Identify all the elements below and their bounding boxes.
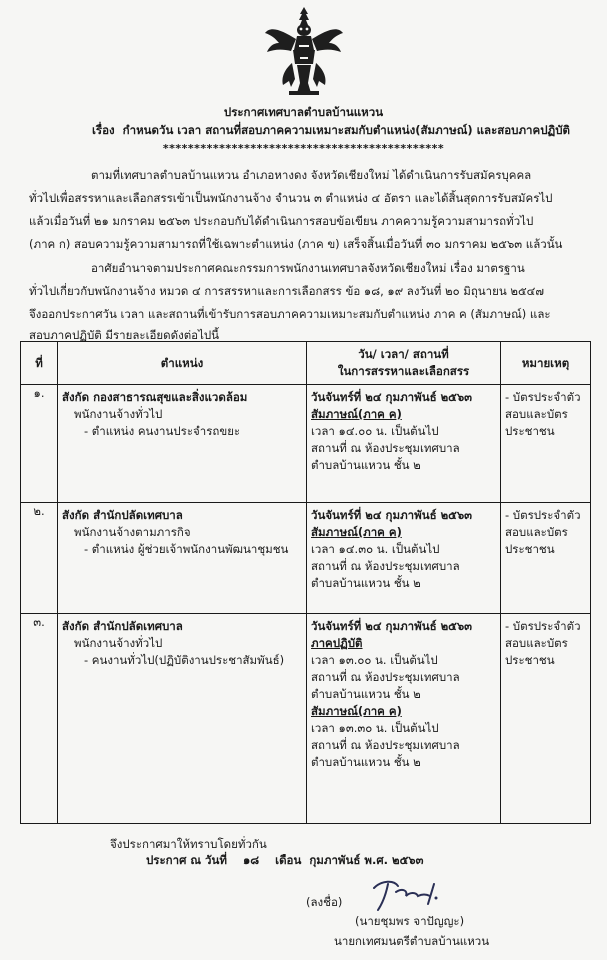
row-type: พนักงานจ้างทั่วไป (74, 636, 163, 650)
row-dept: สังกัด สำนักปลัดเทศบาล (62, 508, 183, 522)
given-day: ๑๘ (242, 853, 260, 867)
row-note-3: ประชาชน (505, 653, 555, 667)
sign-label: (ลงชื่อ) (306, 895, 343, 909)
header-datetime-line2: ในการสรรหาและเลือกสรร (337, 364, 470, 378)
header-no: ที่ (21, 342, 58, 385)
para2-line4: สอบภาคปฏิบัติ มีรายละเอียดดังต่อไปนี้ (29, 328, 220, 342)
row-position-cell (58, 614, 307, 824)
table-row (21, 385, 591, 503)
row-exam2-place: สถานที่ ณ ห้องประชุมเทศบาล (311, 738, 460, 752)
para1-line3: แล้วเมื่อวันที่ ๒๑ มกราคม ๒๕๖๓ ประกอบกับได้ดำเนินการสอบข้อเขียน ภาคความรู้ความสามารถทั่วไป (29, 214, 534, 228)
announce-line: จึงประกาศมาให้ทราบโดยทั่วกัน (110, 837, 267, 851)
row-exam-label: สัมภาษณ์(ภาค ค) (311, 525, 402, 539)
header-datetime-line1: วัน/ เวลา/ สถานที่ (358, 347, 449, 361)
row-note-1: - บัตรประจำตัว (505, 508, 581, 522)
row-type: พนักงานจ้างทั่วไป (74, 407, 163, 421)
table-row (21, 503, 591, 614)
row-dept: สังกัด กองสาธารณสุขและสิ่งแวดล้อม (62, 390, 248, 404)
row-no: ๓. (21, 614, 58, 824)
header-note: หมายเหตุ (501, 342, 591, 385)
row-type: พนักงานจ้างตามภารกิจ (74, 525, 191, 539)
row-dept: สังกัด สำนักปลัดเทศบาล (62, 619, 183, 633)
row-date: วันจันทร์ที่ ๒๔ กุมภาพันธ์ ๒๕๖๓ (311, 390, 473, 404)
row-exam-time: เวลา ๑๔.๐๐ น. เป็นต้นไป (311, 424, 439, 438)
row-position: - ตำแหน่ง ผู้ช่วยเจ้าพนักงานพัฒนาชุมชน (84, 542, 289, 556)
para1-line4: (ภาค ก) สอบความรู้ความสามารถที่ใช้เฉพาะตำแหน่ง (ภาค ข) เสร็จสิ้นเมื่อวันที่ ๓๐ มกราคม ๒๕๖๓ แล้วนั้น (29, 237, 563, 251)
divider-stars: ********************************************* (162, 142, 445, 155)
row-note-2: สอบและบัตร (505, 636, 568, 650)
signature-icon (368, 878, 448, 912)
row-exam2-place-2: ตำบลบ้านแหวน ชั้น ๒ (311, 755, 421, 769)
row-exam-label: สัมภาษณ์(ภาค ค) (311, 407, 402, 421)
row-exam-place: สถานที่ ณ ห้องประชุมเทศบาล (311, 670, 460, 684)
row-note-3: ประชาชน (505, 424, 555, 438)
given-label: ประกาศ ณ วันที่ (146, 853, 227, 867)
header-datetime (307, 342, 501, 385)
row-exam-place-2: ตำบลบ้านแหวน ชั้น ๒ (311, 576, 421, 590)
row-note-3: ประชาชน (505, 542, 555, 556)
row-datetime-cell (307, 614, 501, 824)
row-date: วันจันทร์ที่ ๒๔ กุมภาพันธ์ ๒๕๖๓ (311, 508, 473, 522)
row-datetime-cell (307, 385, 501, 503)
row-note-cell (501, 385, 591, 503)
row-note-2: สอบและบัตร (505, 525, 568, 539)
row-note-2: สอบและบัตร (505, 407, 568, 421)
row-exam2-time: เวลา ๑๓.๓๐ น. เป็นต้นไป (311, 721, 439, 735)
given-month-year: กุมภาพันธ์ พ.ศ. ๒๕๖๓ (309, 853, 424, 867)
signer-title: นายกเทศมนตรีตำบลบ้านแหวน (334, 934, 490, 948)
row-position-cell (58, 503, 307, 614)
row-exam-place-2: ตำบลบ้านแหวน ชั้น ๒ (311, 458, 421, 472)
row-date: วันจันทร์ที่ ๒๔ กุมภาพันธ์ ๒๕๖๓ (311, 619, 473, 633)
para2-line1: อาศัยอำนาจตามประกาศคณะกรรมการพนักงานเทศบาลจังหวัดเชียงใหม่ เรื่อง มาตรฐาน (91, 261, 525, 275)
row-exam-place: สถานที่ ณ ห้องประชุมเทศบาล (311, 441, 460, 455)
subject-label: เรื่อง (92, 123, 115, 137)
table-row (21, 614, 591, 824)
row-exam-place: สถานที่ ณ ห้องประชุมเทศบาล (311, 559, 460, 573)
signer-name: (นายชุมพร จาปัญญะ) (355, 914, 465, 928)
date-line (146, 852, 423, 868)
row-exam-time: เวลา ๑๔.๓๐ น. เป็นต้นไป (311, 542, 440, 556)
subject-text: กำหนดวัน เวลา สถานที่สอบภาคความเหมาะสมกับตำแหน่ง(สัมภาษณ์) และสอบภาคปฏิบัติ (122, 123, 570, 137)
row-note-cell (501, 614, 591, 824)
para1-line1: ตามที่เทศบาลตำบลบ้านแหวน อำเภอหางดง จังหวัดเชียงใหม่ ได้ดำเนินการรับสมัครบุคคล (91, 168, 532, 182)
row-exam2-label: สัมภาษณ์(ภาค ค) (311, 704, 402, 718)
garuda-emblem-icon (263, 5, 345, 97)
schedule-table (20, 341, 591, 824)
para1-line2: ทั่วไปเพื่อสรรหาและเลือกสรรเข้าเป็นพนักงานจ้าง จำนวน ๓ ตำแหน่ง ๔ อัตรา และได้สิ้นสุดการรับสมัครไป (29, 191, 553, 205)
row-exam-place-2: ตำบลบ้านแหวน ชั้น ๒ (311, 687, 421, 701)
announcement-title: ประกาศเทศบาลตำบลบ้านแหวน (223, 105, 384, 119)
month-label: เดือน (275, 853, 302, 867)
row-note-1: - บัตรประจำตัว (505, 390, 581, 404)
row-position-cell (58, 385, 307, 503)
row-note-1: - บัตรประจำตัว (505, 619, 581, 633)
table-header-row (21, 342, 591, 385)
row-exam-label: ภาคปฏิบัติ (311, 636, 363, 650)
row-no: ๑. (21, 385, 58, 503)
row-datetime-cell (307, 503, 501, 614)
row-note-cell (501, 503, 591, 614)
row-position: - คนงานทั่วไป(ปฏิบัติงานประชาสัมพันธ์) (84, 653, 285, 667)
row-position: - ตำแหน่ง คนงานประจำรถขยะ (84, 424, 241, 438)
para2-line2: ทั่วไปเกี่ยวกับพนักงานจ้าง หมวด ๔ การสรรหาและการเลือกสรร ข้อ ๑๘, ๑๙ ลงวันที่ ๒๐ มิถุนายน ๒๕๔๗ (29, 284, 545, 298)
row-exam-time: เวลา ๑๓.๐๐ น. เป็นต้นไป (311, 653, 438, 667)
row-no: ๒. (21, 503, 58, 614)
header-position: ตำแหน่ง (58, 342, 307, 385)
para2-line3: จึงออกประกาศวัน เวลา และสถานที่เข้ารับการสอบภาคความเหมาะสมกับตำแหน่ง ภาค ค (สัมภาษณ์) และ (29, 307, 551, 321)
subject-line (92, 122, 570, 138)
